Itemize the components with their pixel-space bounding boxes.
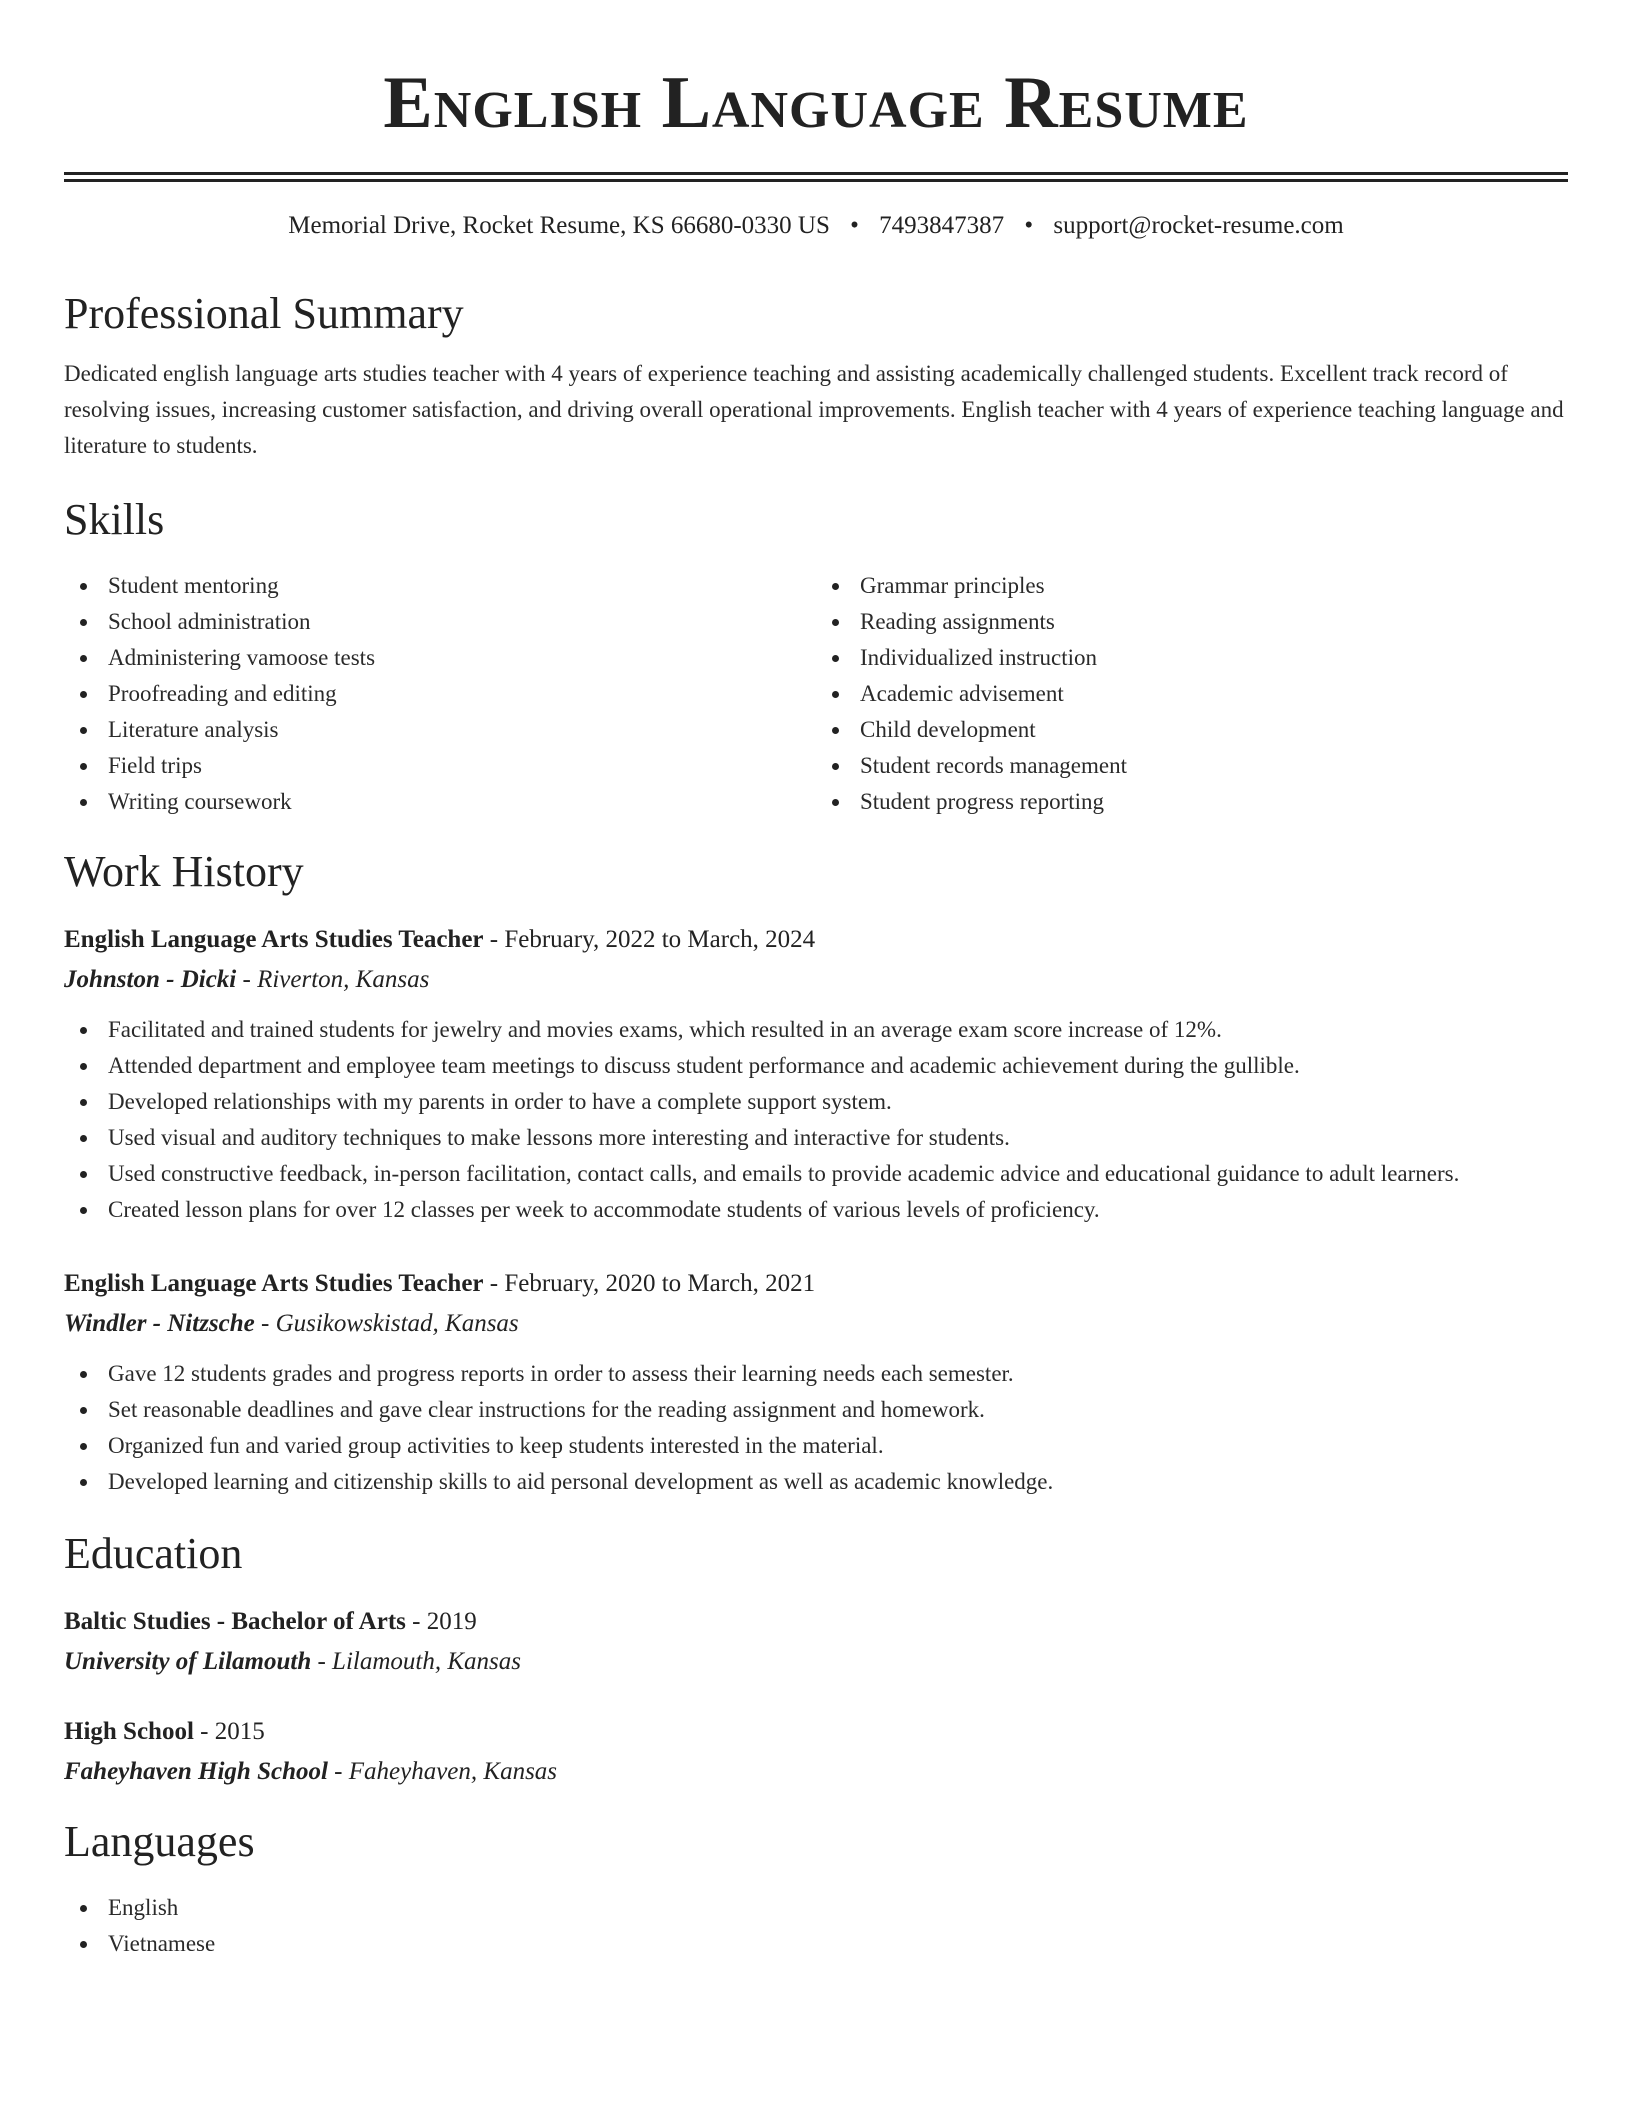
education-school-line: [64, 1642, 1568, 1682]
job-dates: - February, 2020 to March, 2021: [483, 1270, 816, 1297]
professional-summary-section: [64, 286, 1568, 464]
contact-phone: 7493847387: [879, 212, 1005, 239]
skill-item: Field trips: [64, 748, 816, 784]
skill-item: Writing coursework: [64, 784, 816, 820]
job-location: - Gusikowskistad, Kansas: [254, 1310, 519, 1337]
education-section: [64, 1526, 1568, 1792]
section-heading-skills: Skills: [64, 495, 165, 544]
job-title-line: [64, 1264, 1568, 1304]
contact-separator: •: [850, 212, 859, 239]
skill-item: Literature analysis: [64, 712, 816, 748]
language-item: Vietnamese: [64, 1926, 1568, 1962]
skill-item: Child development: [816, 712, 1568, 748]
skill-item: School administration: [64, 604, 816, 640]
job-duty: Set reasonable deadlines and gave clear instructions for the reading assignment and homework.: [64, 1392, 1568, 1428]
education-entry: [64, 1602, 1568, 1682]
skill-item: Academic advisement: [816, 676, 1568, 712]
job-duty: Developed relationships with my parents in order to have a complete support system.: [64, 1084, 1568, 1120]
education-year: - 2019: [405, 1608, 477, 1635]
job-entry: [64, 920, 1568, 1228]
education-location: - Faheyhaven, Kansas: [327, 1758, 558, 1785]
section-heading-summary: Professional Summary: [64, 289, 464, 338]
contact-separator: •: [1024, 212, 1034, 239]
skills-list-right: [816, 568, 1568, 820]
languages-section: [64, 1814, 1568, 1962]
job-company-line: [64, 1304, 1568, 1344]
job-company: Johnston - Dicki: [64, 966, 237, 993]
job-duty: Developed learning and citizenship skills to aid personal development as well as academic knowledge.: [64, 1464, 1568, 1500]
resume-page: [64, 0, 1568, 1962]
job-location: - Riverton, Kansas: [236, 966, 430, 993]
job-company: Windler - Nitzsche: [64, 1310, 255, 1337]
job-duties-list: [64, 1012, 1568, 1228]
job-duty: Used constructive feedback, in-person facilitation, contact calls, and emails to provide academic advice and educational guidance to adult learners.: [64, 1156, 1568, 1192]
skills-section: [64, 492, 1568, 820]
education-school-line: [64, 1752, 1568, 1792]
education-year: - 2015: [193, 1718, 265, 1745]
languages-list: [64, 1890, 1568, 1962]
skill-item: Proofreading and editing: [64, 676, 816, 712]
job-title: English Language Arts Studies Teacher: [64, 1270, 484, 1297]
section-heading-work-history: Work History: [64, 847, 304, 896]
job-duty: Organized fun and varied group activities to keep students interested in the material.: [64, 1428, 1568, 1464]
education-degree-line: [64, 1712, 1568, 1752]
language-item: English: [64, 1890, 1568, 1926]
skill-item: Individualized instruction: [816, 640, 1568, 676]
job-duty: Facilitated and trained students for jewelry and movies exams, which resulted in an average exam score increase of 12%.: [64, 1012, 1568, 1048]
education-degree: Baltic Studies - Bachelor of Arts: [64, 1608, 406, 1635]
job-duties-list: [64, 1356, 1568, 1500]
skill-item: Student records management: [816, 748, 1568, 784]
education-location: - Lilamouth, Kansas: [311, 1648, 521, 1675]
education-entry: [64, 1712, 1568, 1792]
education-school: Faheyhaven High School: [64, 1758, 328, 1785]
contact-address: Memorial Drive, Rocket Resume, KS 66680-0330 US: [288, 212, 830, 239]
contact-line: [64, 210, 1568, 242]
skills-columns: [64, 568, 1568, 820]
job-dates: - February, 2022 to March, 2024: [483, 926, 816, 953]
skill-item: Reading assignments: [816, 604, 1568, 640]
title-double-rule: [64, 172, 1568, 182]
education-degree-line: [64, 1602, 1568, 1642]
job-company-line: [64, 960, 1568, 1000]
job-entry: [64, 1264, 1568, 1500]
section-heading-languages: Languages: [64, 1817, 255, 1866]
education-degree: High School: [64, 1718, 194, 1745]
job-duty: Used visual and auditory techniques to make lessons more interesting and interactive for students.: [64, 1120, 1568, 1156]
job-duty: Attended department and employee team meetings to discuss student performance and academic achievement during the gullible.: [64, 1048, 1568, 1084]
job-title-line: [64, 920, 1568, 960]
job-duty: Gave 12 students grades and progress reports in order to assess their learning needs each semester.: [64, 1356, 1568, 1392]
contact-email: support@rocket-resume.com: [1053, 212, 1344, 239]
skill-item: Student progress reporting: [816, 784, 1568, 820]
work-history-section: [64, 844, 1568, 1500]
skill-item: Grammar principles: [816, 568, 1568, 604]
skill-item: Student mentoring: [64, 568, 816, 604]
job-title: English Language Arts Studies Teacher: [64, 926, 484, 953]
section-heading-education: Education: [64, 1529, 243, 1578]
resume-title: English Language Resume: [383, 62, 1249, 144]
education-school: University of Lilamouth: [64, 1648, 312, 1675]
skill-item: Administering vamoose tests: [64, 640, 816, 676]
summary-text: Dedicated english language arts studies teacher with 4 years of experience teaching and assisting academically challenged students. Excellent track record of resolving issues, increasing customer satisfaction, and driving overall operational improvements. English teacher with 4 years of experience teaching language and literature to students.: [64, 361, 1564, 458]
job-duty: Created lesson plans for over 12 classes per week to accommodate students of various levels of proficiency.: [64, 1192, 1568, 1228]
skills-list-left: [64, 568, 816, 820]
